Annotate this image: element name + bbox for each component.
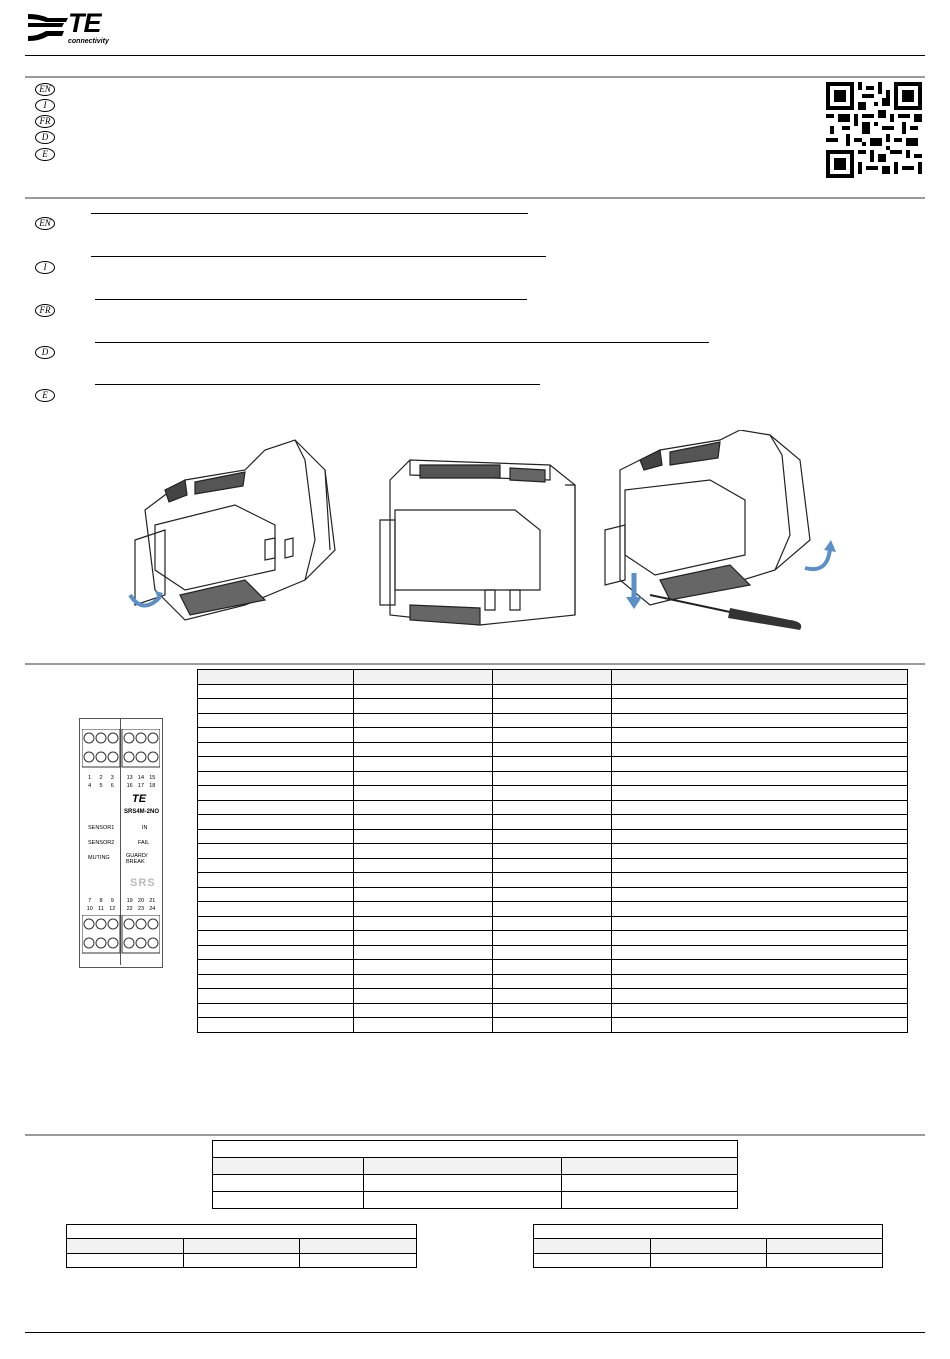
table-cell: [612, 887, 908, 902]
table-cell: [198, 1018, 354, 1033]
table-row: [198, 670, 908, 685]
table-row: [198, 699, 908, 714]
terminal-row-22-24: [124, 906, 158, 912]
table-cell: [492, 902, 612, 917]
table-row: [198, 974, 908, 989]
terminal-label: 19: [126, 898, 133, 904]
table-row: [198, 742, 908, 757]
table-cell: [492, 844, 612, 859]
table-cell: [612, 728, 908, 743]
table-cell: [612, 989, 908, 1004]
terminal-row-4-6: [84, 783, 118, 789]
table-cell: [612, 771, 908, 786]
terminal-label: 11: [98, 906, 104, 912]
table-cell: [353, 1003, 492, 1018]
table-row: [198, 800, 908, 815]
table-row: [198, 989, 908, 1004]
series-mark: SRS: [130, 877, 156, 889]
module-model: SRS4M-2NO: [124, 809, 160, 815]
terminal-label: 22: [126, 906, 133, 912]
table-cell: [198, 844, 354, 859]
table-cell: [353, 757, 492, 772]
table-cell: [492, 815, 612, 830]
table-cell: [612, 873, 908, 888]
terminal-label: 5: [99, 783, 103, 789]
table-cell: [492, 858, 612, 873]
table-row: [198, 916, 908, 931]
table-cell: [198, 858, 354, 873]
table-row: [198, 771, 908, 786]
terminal-label: 10: [86, 906, 93, 912]
table-cell: [612, 742, 908, 757]
table-cell: [353, 815, 492, 830]
module-brand: TE: [132, 793, 147, 805]
table-row: [198, 887, 908, 902]
led-fail-label: FAIL: [138, 840, 150, 846]
din-rail-mount-illustration: [125, 430, 355, 630]
table-row: [198, 829, 908, 844]
table-cell: [612, 1003, 908, 1018]
right-small-table: [533, 1224, 883, 1268]
table-cell: [198, 974, 354, 989]
table-cell: [353, 931, 492, 946]
table-cell: [492, 1003, 612, 1018]
table-cell: [492, 800, 612, 815]
table-cell: [198, 960, 354, 975]
text-underline-e: [95, 384, 540, 385]
terminal-label: 14: [137, 775, 145, 781]
table-cell: [492, 728, 612, 743]
table-cell: [198, 945, 354, 960]
table-cell: [612, 684, 908, 699]
left-small-table: [66, 1224, 417, 1268]
table-cell: [353, 945, 492, 960]
table-cell: [198, 989, 354, 1004]
table-row: [198, 757, 908, 772]
table-cell: [353, 684, 492, 699]
lang-badge-fr: FR: [35, 115, 55, 128]
terminal-label: 21: [149, 898, 156, 904]
terminal-row-13-15: [124, 775, 158, 781]
bottom-screw-terminals-icon: [82, 915, 160, 955]
led-sensor2-label: SENSOR2: [88, 840, 115, 846]
table-cell: [612, 945, 908, 960]
table-cell: [353, 974, 492, 989]
table-row: [198, 902, 908, 917]
terminal-label: 2: [99, 775, 103, 781]
terminal-label: 9: [110, 898, 114, 904]
table-cell: [353, 786, 492, 801]
down-arrow-icon: [624, 573, 644, 613]
table-row: [198, 844, 908, 859]
table-row: [198, 858, 908, 873]
terminal-label: 20: [137, 898, 145, 904]
table-cell: [612, 670, 908, 685]
terminal-row-16-18: [124, 783, 158, 789]
table-cell: [198, 1003, 354, 1018]
terminal-label: 15: [149, 775, 156, 781]
table-row: [198, 945, 908, 960]
table-row: [198, 931, 908, 946]
table-cell: [198, 728, 354, 743]
table-cell: [612, 757, 908, 772]
table-cell: [353, 713, 492, 728]
table-cell: [353, 902, 492, 917]
table-cell: [198, 757, 354, 772]
text-underline-fr: [95, 299, 527, 300]
table-cell: [353, 699, 492, 714]
table-cell: [353, 873, 492, 888]
table-cell: [198, 916, 354, 931]
table-cell: [492, 931, 612, 946]
table-row: [198, 786, 908, 801]
brand-tagline: connectivity: [68, 38, 109, 45]
summary-table: [212, 1140, 738, 1209]
terminal-label: 3: [110, 775, 114, 781]
table-row: [198, 960, 908, 975]
table-cell: [492, 771, 612, 786]
table-cell: [612, 699, 908, 714]
lang-badge-e-2: E: [35, 389, 55, 402]
table-cell: [492, 699, 612, 714]
terminal-row-7-9: [84, 898, 118, 904]
table-cell: [198, 713, 354, 728]
table-cell: [612, 916, 908, 931]
brand-name: TE: [68, 8, 101, 38]
table-cell: [492, 1018, 612, 1033]
section-divider-2: [25, 197, 925, 199]
rotate-arrow-icon-right: [800, 538, 840, 578]
table-cell: [492, 670, 612, 685]
text-underline-i: [91, 256, 546, 257]
terminal-label: 4: [88, 783, 92, 789]
led-sensor1-label: SENSOR1: [88, 825, 115, 831]
text-underline-en: [91, 213, 528, 214]
table-cell: [198, 786, 354, 801]
table-cell: [353, 887, 492, 902]
table-cell: [612, 713, 908, 728]
terminal-label: 24: [149, 906, 156, 912]
text-underline-d: [95, 342, 709, 343]
terminal-row-1-4: [84, 775, 118, 781]
section-divider-1: [25, 76, 925, 78]
table-cell: [612, 1018, 908, 1033]
table-cell: [492, 974, 612, 989]
table-cell: [353, 844, 492, 859]
lang-badge-en-2: EN: [35, 217, 55, 230]
terminal-label: 1: [88, 775, 92, 781]
table-cell: [492, 916, 612, 931]
led-guard-break-label: GUARD/ BREAK: [126, 853, 148, 865]
terminal-label: 18: [149, 783, 156, 789]
table-row: [198, 1018, 908, 1033]
table-cell: [612, 931, 908, 946]
lang-badge-d: D: [35, 131, 55, 144]
table-cell: [612, 829, 908, 844]
table-cell: [492, 742, 612, 757]
te-logo: [26, 10, 126, 48]
table-cell: [198, 800, 354, 815]
terminal-label: 23: [137, 906, 145, 912]
table-cell: [492, 684, 612, 699]
device-front-view: [79, 718, 163, 968]
table-cell: [492, 829, 612, 844]
lang-badge-e: E: [35, 148, 55, 161]
table-cell: [612, 960, 908, 975]
section-divider-3: [25, 663, 925, 665]
footer-divider: [25, 1332, 925, 1333]
lang-badge-d-2: D: [35, 346, 55, 359]
table-cell: [198, 699, 354, 714]
table-cell: [612, 844, 908, 859]
terminal-label: 7: [88, 898, 92, 904]
table-row: [198, 815, 908, 830]
table-cell: [353, 989, 492, 1004]
lang-badge-fr-2: FR: [35, 304, 55, 317]
din-rail-mounted-illustration: [370, 450, 590, 630]
table-row: [198, 684, 908, 699]
table-cell: [198, 829, 354, 844]
table-cell: [353, 728, 492, 743]
table-cell: [612, 800, 908, 815]
table-cell: [353, 1018, 492, 1033]
terminal-label: 13: [126, 775, 133, 781]
table-cell: [198, 771, 354, 786]
table-cell: [198, 931, 354, 946]
table-cell: [198, 684, 354, 699]
table-cell: [492, 786, 612, 801]
terminal-label: 17: [137, 783, 145, 789]
table-cell: [198, 670, 354, 685]
table-cell: [612, 902, 908, 917]
device-mounted-icon: [370, 450, 590, 630]
table-cell: [353, 960, 492, 975]
terminal-label: 16: [126, 783, 133, 789]
table-row: [198, 873, 908, 888]
table-cell: [198, 742, 354, 757]
table-cell: [353, 829, 492, 844]
led-in-label: IN: [142, 825, 148, 831]
table-cell: [198, 902, 354, 917]
qr-code-icon: [826, 82, 922, 178]
top-screw-terminals-icon: [82, 729, 160, 769]
terminal-row-19-21: [124, 898, 158, 904]
led-muting-label: MUTING: [88, 855, 110, 861]
rotate-arrow-icon: [125, 585, 165, 615]
table-row: [198, 1003, 908, 1018]
table-cell: [492, 960, 612, 975]
table-cell: [612, 974, 908, 989]
qr-code[interactable]: [826, 82, 922, 178]
terminal-row-10-12: [84, 906, 118, 912]
table-cell: [198, 815, 354, 830]
table-cell: [198, 873, 354, 888]
table-cell: [612, 858, 908, 873]
table-cell: [353, 800, 492, 815]
specs-table: [197, 669, 908, 1033]
table-row: [198, 713, 908, 728]
terminal-label: 12: [109, 906, 116, 912]
table-cell: [353, 858, 492, 873]
table-cell: [492, 757, 612, 772]
table-cell: [198, 887, 354, 902]
table-cell: [353, 771, 492, 786]
screwdriver-icon: [650, 590, 810, 630]
table-cell: [492, 887, 612, 902]
table-cell: [492, 873, 612, 888]
lang-badge-i-2: I: [35, 261, 55, 274]
terminal-label: 6: [110, 783, 114, 789]
table-cell: [612, 815, 908, 830]
table-row: [198, 728, 908, 743]
table-cell: [353, 916, 492, 931]
table-cell: [612, 786, 908, 801]
din-rail-unmount-illustration: [600, 430, 840, 630]
table-cell: [492, 989, 612, 1004]
table-cell: [353, 670, 492, 685]
table-cell: [492, 713, 612, 728]
header-divider: [25, 55, 925, 56]
terminal-label: 8: [99, 898, 103, 904]
lang-badge-i: I: [35, 99, 55, 112]
section-divider-4: [25, 1134, 925, 1136]
table-cell: [353, 742, 492, 757]
lang-badge-en: EN: [35, 83, 55, 96]
table-cell: [492, 945, 612, 960]
